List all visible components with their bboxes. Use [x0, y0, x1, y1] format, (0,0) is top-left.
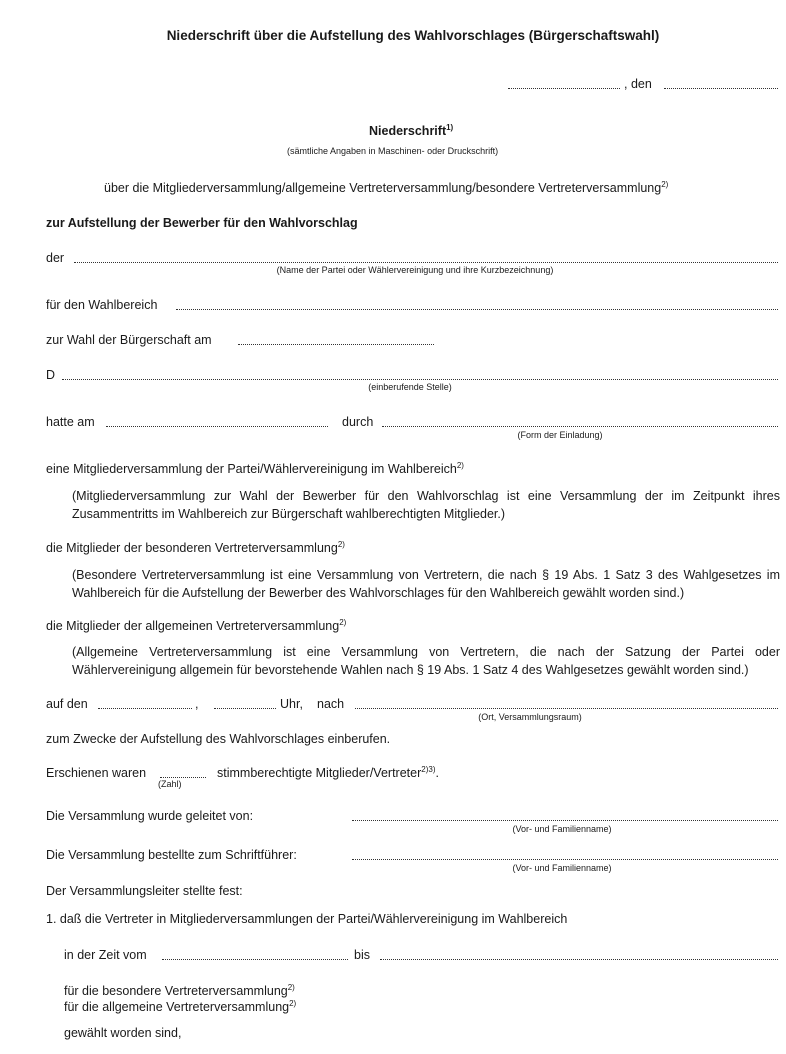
document-title: Niederschrift über die Aufstellung des Wahlvorschlages (Bürgerschaftswahl) [166, 28, 660, 43]
chair-name-caption: (Vor- und Familienname) [512, 824, 612, 834]
option-besondere-item[interactable]: für die besondere Vertreterversammlung$^{2)}$ [64, 982, 295, 998]
convening-body-field[interactable] [62, 379, 778, 380]
meeting-place-field[interactable] [355, 708, 778, 709]
period-from-field[interactable] [162, 959, 348, 960]
durch-label: durch [342, 415, 374, 429]
footnote-ref: 2)3) [421, 764, 436, 774]
footnote-ref: 2) [661, 179, 669, 189]
purpose-line: zum Zwecke der Aufstellung des Wahlvorschlages einberufen. [46, 732, 391, 746]
assembly-type-line: über die Mitgliederversammlung/allgemeine Vertreterversammlung/besondere Vertreterversammlung$^{2)}$ [104, 179, 669, 195]
option-besondere[interactable]: die Mitglieder der besonderen Vertreterversammlung$^{2)}$ [46, 539, 345, 555]
erschienen-label: Erschienen waren [46, 766, 147, 780]
item-1-end: gewählt worden sind, [64, 1026, 182, 1040]
item-1-text: 1. daß die Vertreter in Mitgliederversammlungen der Partei/Wählervereinigung im Wahlbereich [46, 912, 568, 926]
comma: , [195, 697, 199, 711]
option-mitgliederversammlung[interactable]: eine Mitgliederversammlung der Partei/Wählervereinigung im Wahlbereich$^{2)}$ [46, 460, 464, 476]
option-allgemeine-item[interactable]: für die allgemeine Vertreterversammlung$^{2)}$ [64, 998, 297, 1014]
secretary-name-caption: (Vor- und Familienname) [512, 863, 612, 873]
place-field[interactable] [508, 88, 620, 89]
footnote-ref: 2) [289, 998, 297, 1008]
footnote-ref: 2) [456, 460, 464, 470]
chair-name-field[interactable] [352, 820, 778, 821]
date-field[interactable] [664, 88, 778, 89]
erschienen-rest: stimmberechtigte Mitglieder/Vertreter$^{2)3)}$. [217, 764, 439, 780]
heading: Niederschrift$^{1)}$ [369, 122, 454, 138]
zeit-vom-label: in der Zeit vom [64, 948, 147, 962]
wahl-am-label: zur Wahl der Bürgerschaft am [46, 333, 212, 347]
meeting-time-field[interactable] [214, 708, 276, 709]
option-allgemeine[interactable]: die Mitglieder der allgemeinen Vertreterversammlung$^{2)}$ [46, 617, 347, 633]
auf-den-label: auf den [46, 697, 88, 711]
invitation-form-field[interactable] [382, 426, 778, 427]
hatte-am-label: hatte am [46, 415, 95, 429]
party-name-caption: (Name der Partei oder Wählervereinigung und ihre Kurzbezeichnung) [276, 265, 554, 275]
bold-subtitle: zur Aufstellung der Bewerber für den Wahlvorschlag [46, 216, 358, 230]
footnote-ref: 2) [339, 617, 347, 627]
zahl-caption: (Zahl) [158, 779, 182, 789]
secretary-name-field[interactable] [352, 859, 778, 860]
wahlbereich-field[interactable] [176, 309, 778, 310]
convening-body-caption: (einberufende Stelle) [368, 382, 452, 392]
date-den-label: , den [624, 77, 652, 91]
geleitet-label: Die Versammlung wurde geleitet von: [46, 809, 254, 823]
party-name-field[interactable] [74, 262, 778, 263]
wahlbereich-label: für den Wahlbereich [46, 298, 158, 312]
period-to-field[interactable] [380, 959, 778, 960]
bis-label: bis [354, 948, 370, 962]
attendee-count-field[interactable] [160, 777, 206, 778]
invitation-date-field[interactable] [106, 426, 328, 427]
election-date-field[interactable] [238, 344, 434, 345]
footnote-ref: 1) [446, 122, 454, 132]
stellte-fest-label: Der Versammlungsleiter stellte fest: [46, 884, 243, 898]
subheading: (sämtliche Angaben in Maschinen- oder Druckschrift) [287, 146, 499, 156]
footnote-ref: 2) [337, 539, 345, 549]
footnote-ref: 2) [287, 982, 295, 992]
schriftfuehrer-label: Die Versammlung bestellte zum Schriftführer: [46, 848, 297, 862]
note-mitgliederversammlung: (Mitgliederversammlung zur Wahl der Bewerber für den Wahlvorschlag ist eine Versammlung der im Zeitpunkt ihres Zusammentritts im Wahlbereich zur Bürgerschaft wahlberechtigten Mitglieder.) [72, 489, 780, 521]
der-label: der [46, 251, 65, 265]
uhr-label: Uhr, [280, 697, 303, 711]
note-besondere: (Besondere Vertreterversammlung ist eine Versammlung von Vertretern, die nach § 19 Abs. 1 Satz 3 des Wahlgesetzes im Wahlbereich für die Aufstellung der Bewerber des Wahlvorschlages für den Wahlbereich gewählt worden sind.) [72, 568, 780, 600]
invitation-form-caption: (Form der Einladung) [517, 430, 603, 440]
note-allgemeine: (Allgemeine Vertreterversammlung ist eine Versammlung von Vertretern, die nach der Satzung der Partei oder Wählervereinigung allgemein für bevorstehende Wahlen nach § 19 Abs. 1 Satz 4 des Wahlgesetzes gewählt worden sind.) [72, 645, 780, 677]
nach-label: nach [317, 697, 345, 711]
meeting-place-caption: (Ort, Versammlungsraum) [478, 712, 582, 722]
d-label: D [46, 368, 56, 382]
meeting-date-field[interactable] [98, 708, 192, 709]
